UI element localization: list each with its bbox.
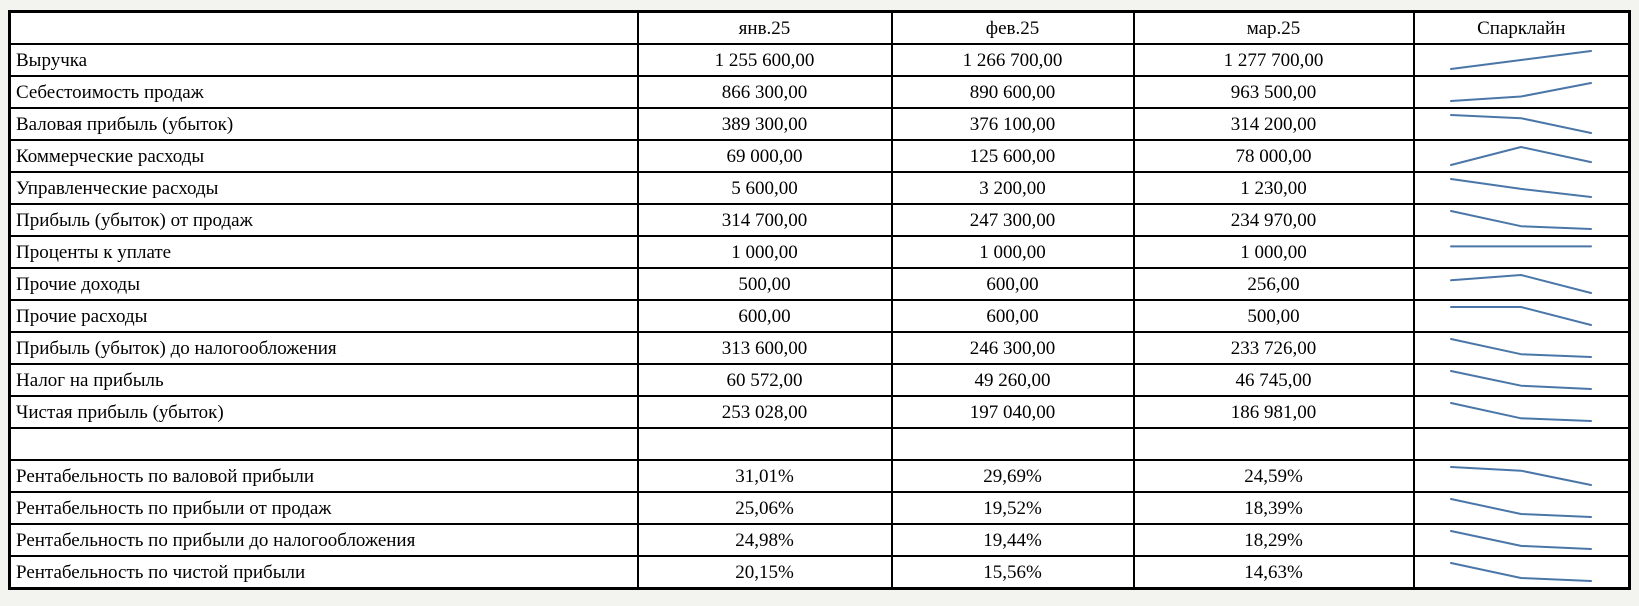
value-cell[interactable]: 197 040,00 bbox=[892, 396, 1134, 428]
sparkline-cell[interactable] bbox=[1414, 460, 1630, 492]
value-cell[interactable]: 1 000,00 bbox=[1134, 236, 1414, 268]
table-row-admin-expenses bbox=[10, 172, 1630, 204]
value-cell[interactable]: 46 745,00 bbox=[1134, 364, 1414, 396]
value-cell[interactable]: 69 000,00 bbox=[638, 140, 892, 172]
table-row-pretax-margin bbox=[10, 524, 1630, 556]
table-row-gross-profit bbox=[10, 108, 1630, 140]
sparkline-chart bbox=[1446, 110, 1596, 138]
value-cell[interactable]: 24,98% bbox=[638, 524, 892, 556]
col-header-jan-25[interactable]: янв.25 bbox=[638, 12, 892, 45]
row-label[interactable]: Прочие расходы bbox=[10, 300, 638, 332]
sparkline-chart bbox=[1446, 78, 1596, 106]
row-label[interactable]: Себестоимость продаж bbox=[10, 76, 638, 108]
table-row-pretax-profit bbox=[10, 332, 1630, 364]
sparkline-cell[interactable] bbox=[1414, 300, 1630, 332]
col-header-row-labels[interactable] bbox=[10, 12, 638, 45]
value-cell[interactable]: 25,06% bbox=[638, 492, 892, 524]
value-cell[interactable]: 20,15% bbox=[638, 556, 892, 589]
value-cell[interactable]: 314 700,00 bbox=[638, 204, 892, 236]
row-label[interactable]: Выручка bbox=[10, 44, 638, 76]
row-label[interactable] bbox=[10, 428, 638, 460]
table-row-sales-profit bbox=[10, 204, 1630, 236]
value-cell[interactable]: 186 981,00 bbox=[1134, 396, 1414, 428]
value-cell[interactable]: 18,39% bbox=[1134, 492, 1414, 524]
value-cell[interactable]: 376 100,00 bbox=[892, 108, 1134, 140]
value-cell[interactable]: 1 000,00 bbox=[638, 236, 892, 268]
sparkline-chart bbox=[1446, 526, 1596, 554]
sparkline-chart bbox=[1446, 558, 1596, 586]
value-cell[interactable]: 125 600,00 bbox=[892, 140, 1134, 172]
sparkline-cell[interactable] bbox=[1414, 428, 1630, 460]
value-cell[interactable]: 19,52% bbox=[892, 492, 1134, 524]
value-cell[interactable]: 500,00 bbox=[1134, 300, 1414, 332]
value-cell[interactable]: 60 572,00 bbox=[638, 364, 892, 396]
sparkline-cell[interactable] bbox=[1414, 44, 1630, 76]
table-row-sales-margin bbox=[10, 492, 1630, 524]
sparkline-cell[interactable] bbox=[1414, 108, 1630, 140]
table-row-cogs bbox=[10, 76, 1630, 108]
table-row-commercial-expenses bbox=[10, 140, 1630, 172]
value-cell[interactable]: 963 500,00 bbox=[1134, 76, 1414, 108]
value-cell[interactable]: 246 300,00 bbox=[892, 332, 1134, 364]
row-label[interactable]: Коммерческие расходы bbox=[10, 140, 638, 172]
financial-statement-table bbox=[8, 10, 1631, 590]
value-cell[interactable]: 247 300,00 bbox=[892, 204, 1134, 236]
value-cell[interactable]: 600,00 bbox=[892, 268, 1134, 300]
pnl-table bbox=[8, 10, 1631, 590]
sparkline-cell[interactable] bbox=[1414, 268, 1630, 300]
value-cell[interactable]: 29,69% bbox=[892, 460, 1134, 492]
value-cell[interactable]: 1 000,00 bbox=[892, 236, 1134, 268]
table-row-other-income bbox=[10, 268, 1630, 300]
value-cell[interactable]: 313 600,00 bbox=[638, 332, 892, 364]
row-label[interactable]: Налог на прибыль bbox=[10, 364, 638, 396]
sparkline-cell[interactable] bbox=[1414, 172, 1630, 204]
sparkline-cell[interactable] bbox=[1414, 364, 1630, 396]
sparkline-chart bbox=[1446, 494, 1596, 522]
sparkline-chart bbox=[1446, 366, 1596, 394]
value-cell[interactable]: 253 028,00 bbox=[638, 396, 892, 428]
table-row-income-tax bbox=[10, 364, 1630, 396]
col-header-mar-25[interactable]: мар.25 bbox=[1134, 12, 1414, 45]
value-cell[interactable]: 14,63% bbox=[1134, 556, 1414, 589]
sparkline-cell[interactable] bbox=[1414, 332, 1630, 364]
value-cell[interactable]: 15,56% bbox=[892, 556, 1134, 589]
sparkline-chart bbox=[1446, 334, 1596, 362]
col-header-sparkline[interactable]: Спарклайн bbox=[1414, 12, 1630, 45]
value-cell[interactable]: 500,00 bbox=[638, 268, 892, 300]
table-row-revenue bbox=[10, 44, 1630, 76]
sparkline-cell[interactable] bbox=[1414, 204, 1630, 236]
sparkline-chart bbox=[1446, 462, 1596, 490]
col-header-feb-25[interactable]: фев.25 bbox=[892, 12, 1134, 45]
row-label[interactable]: Прибыль (убыток) до налогообложения bbox=[10, 332, 638, 364]
value-cell[interactable]: 1 255 600,00 bbox=[638, 44, 892, 76]
sparkline-cell[interactable] bbox=[1414, 396, 1630, 428]
row-label[interactable]: Чистая прибыль (убыток) bbox=[10, 396, 638, 428]
table-row-other-expenses bbox=[10, 300, 1630, 332]
sparkline-chart bbox=[1446, 398, 1596, 426]
sparkline-chart bbox=[1446, 270, 1596, 298]
table-row-gross-margin bbox=[10, 460, 1630, 492]
table-row-net-profit bbox=[10, 396, 1630, 428]
row-label[interactable]: Рентабельность по прибыли до налогообложения bbox=[10, 524, 638, 556]
sparkline-chart bbox=[1446, 302, 1596, 330]
sparkline-cell[interactable] bbox=[1414, 140, 1630, 172]
value-cell[interactable]: 18,29% bbox=[1134, 524, 1414, 556]
value-cell[interactable]: 49 260,00 bbox=[892, 364, 1134, 396]
sparkline-cell[interactable] bbox=[1414, 236, 1630, 268]
table-row-net-margin bbox=[10, 556, 1630, 589]
row-label[interactable]: Прочие доходы bbox=[10, 268, 638, 300]
value-cell[interactable]: 233 726,00 bbox=[1134, 332, 1414, 364]
sparkline-chart bbox=[1446, 142, 1596, 170]
value-cell[interactable]: 3 200,00 bbox=[892, 172, 1134, 204]
row-label[interactable]: Прибыль (убыток) от продаж bbox=[10, 204, 638, 236]
value-cell[interactable]: 314 200,00 bbox=[1134, 108, 1414, 140]
value-cell[interactable]: 78 000,00 bbox=[1134, 140, 1414, 172]
row-label[interactable]: Рентабельность по валовой прибыли bbox=[10, 460, 638, 492]
value-cell[interactable]: 19,44% bbox=[892, 524, 1134, 556]
value-cell[interactable]: 5 600,00 bbox=[638, 172, 892, 204]
value-cell[interactable]: 234 970,00 bbox=[1134, 204, 1414, 236]
row-label[interactable]: Рентабельность по чистой прибыли bbox=[10, 556, 638, 589]
sparkline-cell[interactable] bbox=[1414, 492, 1630, 524]
value-cell[interactable]: 389 300,00 bbox=[638, 108, 892, 140]
header-row bbox=[10, 12, 1630, 45]
value-cell[interactable]: 24,59% bbox=[1134, 460, 1414, 492]
value-cell[interactable]: 1 230,00 bbox=[1134, 172, 1414, 204]
row-label[interactable]: Валовая прибыль (убыток) bbox=[10, 108, 638, 140]
sparkline-chart bbox=[1446, 46, 1596, 74]
value-cell[interactable]: 256,00 bbox=[1134, 268, 1414, 300]
value-cell[interactable] bbox=[892, 428, 1134, 460]
row-label[interactable]: Проценты к уплате bbox=[10, 236, 638, 268]
sparkline-chart bbox=[1446, 238, 1596, 266]
sparkline-cell[interactable] bbox=[1414, 524, 1630, 556]
sparkline-chart bbox=[1446, 430, 1596, 458]
table-row-empty bbox=[10, 428, 1630, 460]
value-cell[interactable]: 31,01% bbox=[638, 460, 892, 492]
sparkline-cell[interactable] bbox=[1414, 76, 1630, 108]
value-cell[interactable] bbox=[1134, 428, 1414, 460]
value-cell[interactable] bbox=[638, 428, 892, 460]
value-cell[interactable]: 1 277 700,00 bbox=[1134, 44, 1414, 76]
value-cell[interactable]: 890 600,00 bbox=[892, 76, 1134, 108]
sparkline-cell[interactable] bbox=[1414, 556, 1630, 589]
row-label[interactable]: Рентабельность по прибыли от продаж bbox=[10, 492, 638, 524]
value-cell[interactable]: 600,00 bbox=[638, 300, 892, 332]
sparkline-chart bbox=[1446, 174, 1596, 202]
table-row-interest-payable bbox=[10, 236, 1630, 268]
row-label[interactable]: Управленческие расходы bbox=[10, 172, 638, 204]
value-cell[interactable]: 1 266 700,00 bbox=[892, 44, 1134, 76]
value-cell[interactable]: 600,00 bbox=[892, 300, 1134, 332]
sparkline-chart bbox=[1446, 206, 1596, 234]
value-cell[interactable]: 866 300,00 bbox=[638, 76, 892, 108]
